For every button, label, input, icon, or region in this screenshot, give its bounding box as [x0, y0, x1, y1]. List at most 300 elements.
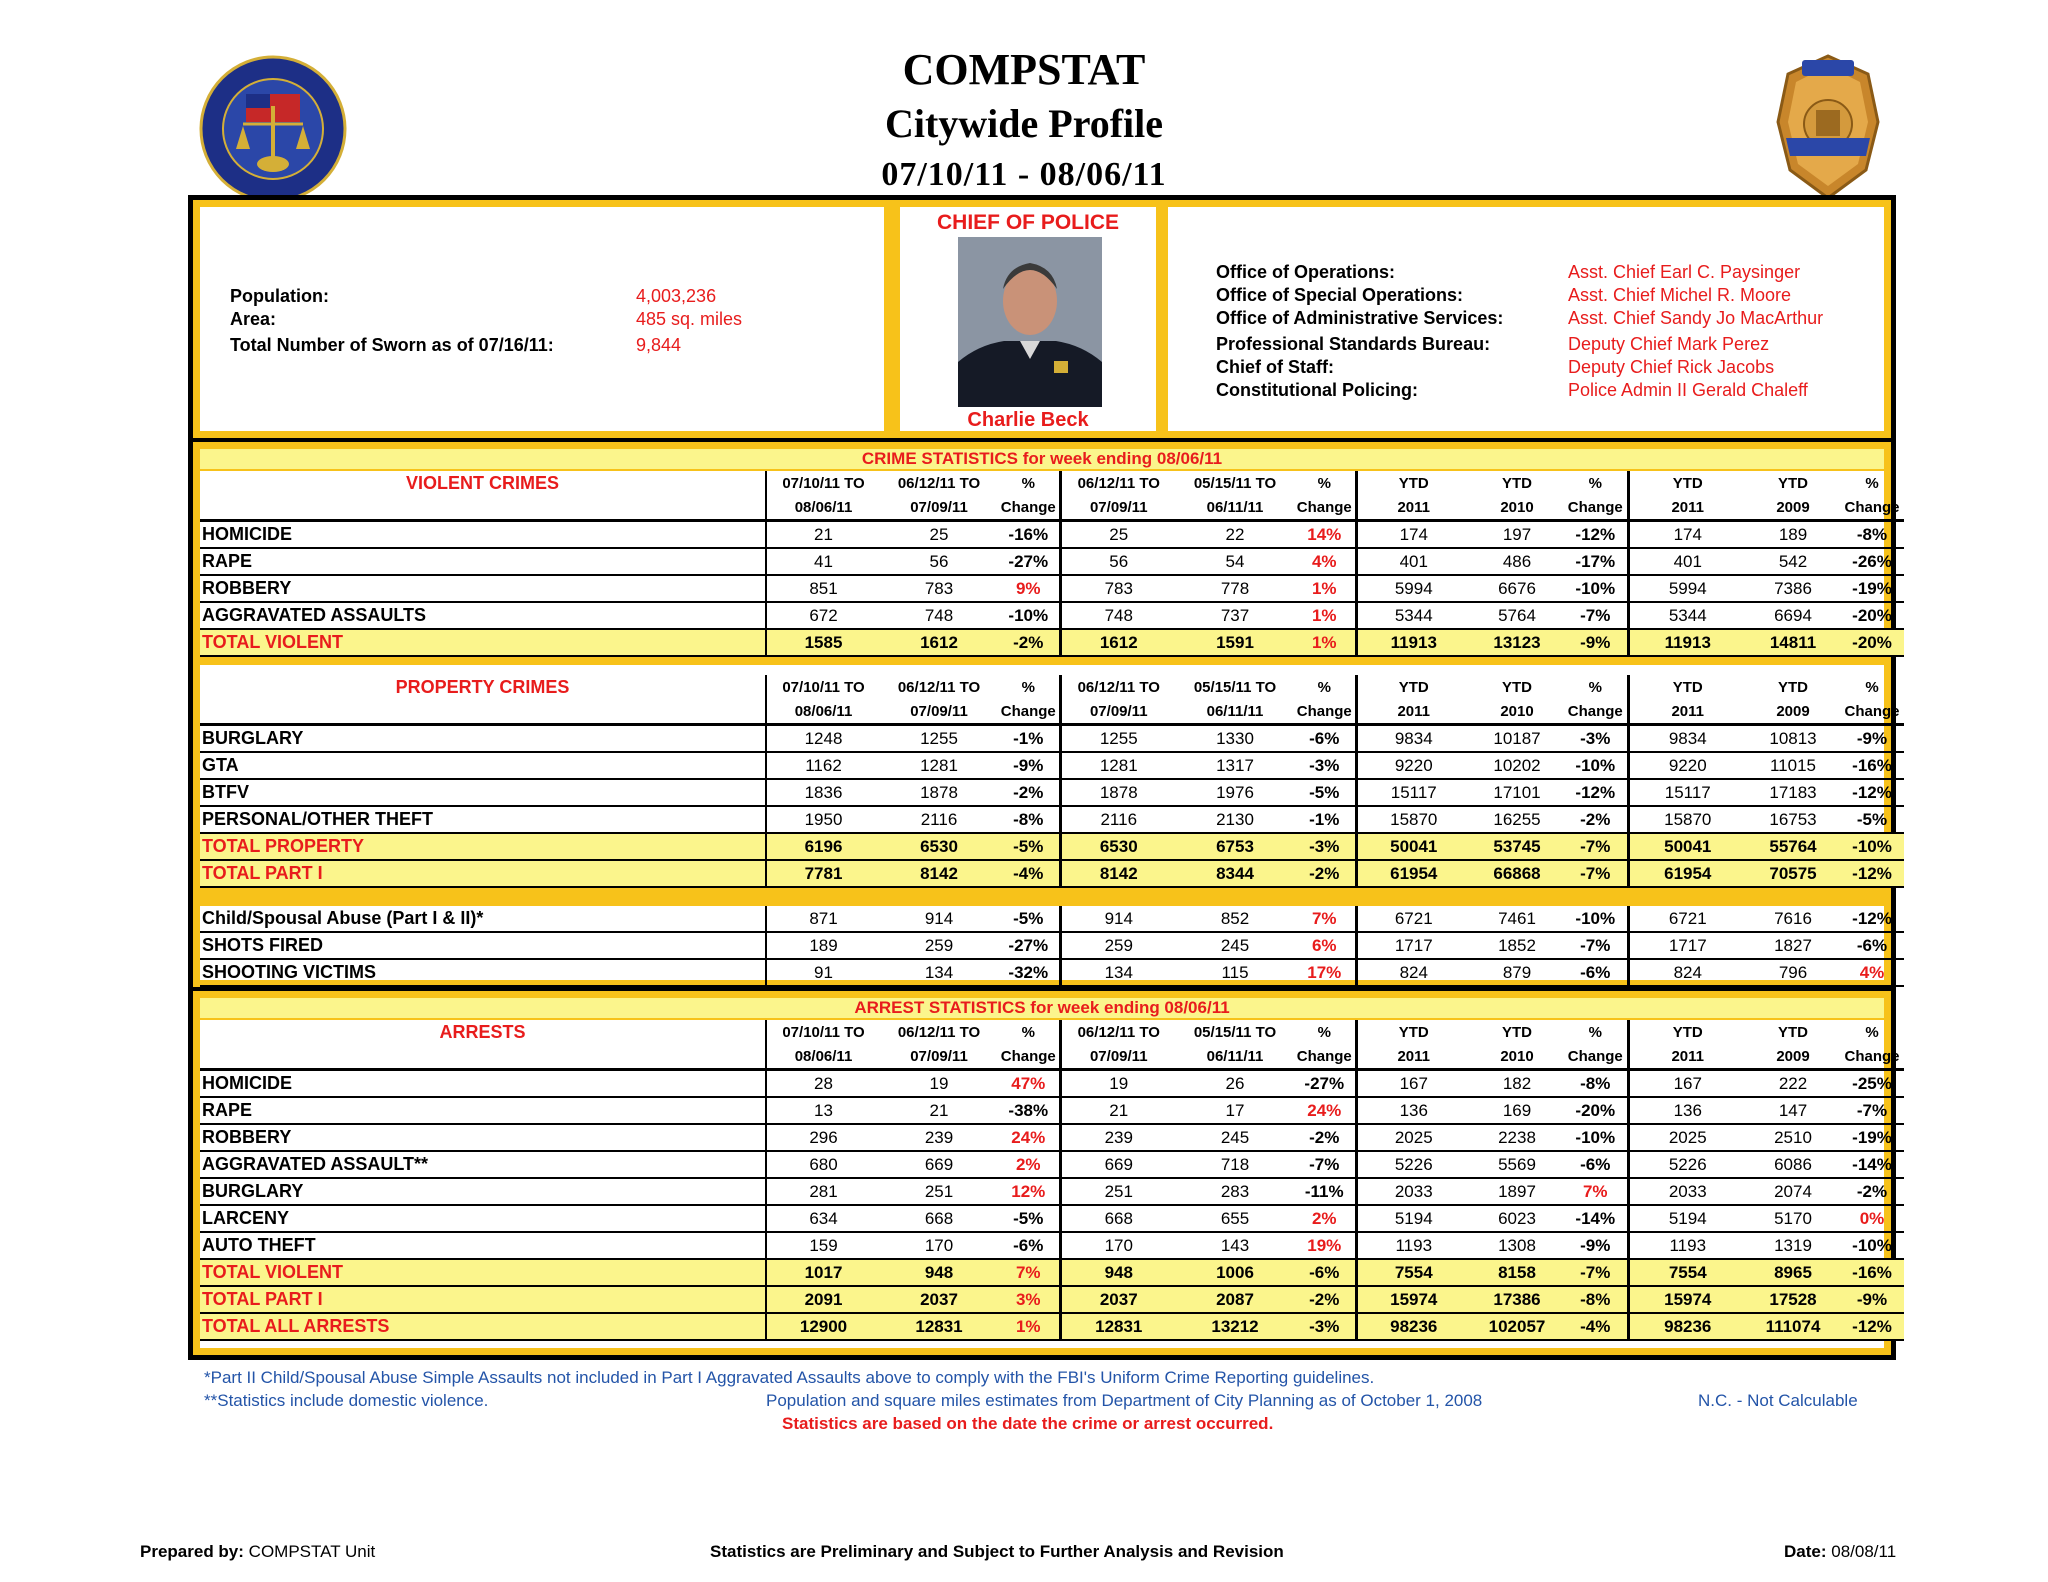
- value-cell: 259: [1060, 932, 1176, 959]
- pct-change-cell: 6%: [1294, 932, 1356, 959]
- col-header-bottom: Change: [1564, 699, 1628, 725]
- value-cell: 98236: [1628, 1313, 1746, 1340]
- value-cell: 1193: [1628, 1232, 1746, 1259]
- sworn-label: Total Number of Sworn as of 07/16/11:: [230, 335, 554, 355]
- value-cell: 134: [1060, 959, 1176, 986]
- date-label: Date: [1784, 1542, 1821, 1561]
- pct-change-cell: -19%: [1840, 575, 1904, 602]
- col-header-top: YTD: [1398, 1023, 1429, 1041]
- value-cell: 259: [880, 932, 998, 959]
- pct-change-cell: -7%: [1564, 602, 1628, 629]
- table-row: [200, 860, 1904, 887]
- value-cell: 748: [1060, 602, 1176, 629]
- office-policing-label: Constitutional Policing:: [1216, 380, 1418, 400]
- pct-change-cell: -12%: [1840, 860, 1904, 887]
- pct-change-cell: -7%: [1840, 1097, 1904, 1124]
- table-row: [200, 575, 1904, 602]
- value-cell: 170: [1060, 1232, 1176, 1259]
- office-admin-label: Office of Administrative Services:: [1216, 308, 1504, 328]
- table-row: [200, 1286, 1904, 1313]
- col-header-top: YTD: [1502, 474, 1532, 492]
- note-part2: *Part II Child/Spousal Abuse Simple Assaults not included in Part I Aggravated Assaults above to comply with the FBI's Uniform Crime Reporting guidelines.: [204, 1368, 1375, 1387]
- value-cell: 6753: [1176, 833, 1294, 860]
- value-cell: 15870: [1356, 806, 1470, 833]
- col-header-bottom: Change: [1294, 495, 1356, 521]
- population-label: Population:: [230, 286, 329, 306]
- table-row: [200, 548, 1904, 575]
- value-cell: 1836: [766, 779, 880, 806]
- value-cell: 5569: [1470, 1151, 1564, 1178]
- value-cell: 9220: [1628, 752, 1746, 779]
- value-cell: 91: [766, 959, 880, 986]
- pct-change-cell: -17%: [1564, 548, 1628, 575]
- col-header-bottom: 08/06/11: [766, 699, 880, 725]
- col-header-bottom: 07/09/11: [880, 495, 998, 521]
- row-label: AGGRAVATED ASSAULT**: [200, 1151, 766, 1178]
- col-header-bottom: 07/09/11: [1060, 699, 1176, 725]
- value-cell: 5194: [1628, 1205, 1746, 1232]
- value-cell: 17: [1176, 1097, 1294, 1124]
- value-cell: 6676: [1470, 575, 1564, 602]
- value-cell: 1248: [766, 725, 880, 753]
- table-row: [200, 806, 1904, 833]
- col-header-top: YTD: [1672, 1023, 1703, 1041]
- value-cell: 1717: [1628, 932, 1746, 959]
- pct-change-cell: -3%: [1564, 725, 1628, 753]
- pct-change-cell: -7%: [1564, 860, 1628, 887]
- pct-change-cell: -9%: [998, 752, 1060, 779]
- pct-change-cell: -10%: [1564, 752, 1628, 779]
- value-cell: 9834: [1628, 725, 1746, 753]
- row-label: Child/Spousal Abuse (Part I & II)*: [200, 906, 766, 932]
- col-header-top: 06/12/11 TO: [897, 474, 981, 492]
- table-row: [200, 1205, 1904, 1232]
- pct-change-cell: 2%: [1294, 1205, 1356, 1232]
- pct-change-cell: -32%: [998, 959, 1060, 986]
- value-cell: 542: [1746, 548, 1840, 575]
- value-cell: 737: [1176, 602, 1294, 629]
- value-cell: 2074: [1746, 1178, 1840, 1205]
- pct-change-cell: -10%: [998, 602, 1060, 629]
- value-cell: 169: [1470, 1097, 1564, 1124]
- value-cell: 281: [766, 1178, 880, 1205]
- value-cell: 1585: [766, 629, 880, 656]
- value-cell: 197: [1470, 521, 1564, 549]
- date-range: 07/10/11 - 08/06/11: [881, 156, 1167, 193]
- table-row: [200, 779, 1904, 806]
- prepared-label: Prepared by:: [140, 1542, 244, 1561]
- report-date: Date: 08/08/11: [1784, 1542, 1897, 1561]
- value-cell: 5344: [1628, 602, 1746, 629]
- col-header-bottom: Change: [1294, 699, 1356, 725]
- col-header-bottom: 06/11/11: [1176, 699, 1294, 725]
- pct-change-cell: -6%: [1564, 1151, 1628, 1178]
- value-cell: 5764: [1470, 602, 1564, 629]
- value-cell: 1976: [1176, 779, 1294, 806]
- office-staff-value: Deputy Chief Rick Jacobs: [1568, 357, 1775, 377]
- lapd-seal-logo: [198, 54, 348, 204]
- table-row: [200, 833, 1904, 860]
- value-cell: 1612: [880, 629, 998, 656]
- col-header-top: YTD: [1502, 678, 1532, 696]
- arrest-banner: ARREST STATISTICS for week ending 08/06/11: [200, 998, 1884, 1018]
- col-header-top: 06/12/11 TO: [1077, 1023, 1160, 1041]
- value-cell: 56: [1060, 548, 1176, 575]
- value-cell: 1717: [1356, 932, 1470, 959]
- value-cell: 2087: [1176, 1286, 1294, 1313]
- value-cell: 28: [766, 1070, 880, 1098]
- value-cell: 1591: [1176, 629, 1294, 656]
- col-header-bottom: 2011: [1356, 495, 1470, 521]
- table-row: [200, 1232, 1904, 1259]
- pct-change-cell: -25%: [1840, 1070, 1904, 1098]
- pct-change-cell: -2%: [998, 779, 1060, 806]
- date-value: 08/08/11: [1831, 1542, 1897, 1561]
- value-cell: 251: [1060, 1178, 1176, 1205]
- value-cell: 8142: [1060, 860, 1176, 887]
- value-cell: 174: [1356, 521, 1470, 549]
- value-cell: 669: [880, 1151, 998, 1178]
- pct-change-cell: -3%: [1294, 1313, 1356, 1340]
- pct-change-cell: 4%: [1294, 548, 1356, 575]
- value-cell: 668: [1060, 1205, 1176, 1232]
- col-header-top: YTD: [1778, 474, 1808, 492]
- pct-change-cell: -5%: [1294, 779, 1356, 806]
- value-cell: 10187: [1470, 725, 1564, 753]
- pct-change-cell: -20%: [1840, 629, 1904, 656]
- value-cell: 147: [1746, 1097, 1840, 1124]
- pct-change-cell: 4%: [1840, 959, 1904, 986]
- row-label: TOTAL PART I: [200, 1286, 766, 1313]
- value-cell: 53745: [1470, 833, 1564, 860]
- value-cell: 7461: [1470, 906, 1564, 932]
- col-header-bottom: Change: [998, 1044, 1060, 1070]
- value-cell: 5226: [1356, 1151, 1470, 1178]
- value-cell: 8158: [1470, 1259, 1564, 1286]
- value-cell: 174: [1628, 521, 1746, 549]
- col-header-top: 07/10/11 TO: [782, 678, 865, 696]
- value-cell: 1612: [1060, 629, 1176, 656]
- value-cell: 748: [880, 602, 998, 629]
- value-cell: 718: [1176, 1151, 1294, 1178]
- value-cell: 2238: [1470, 1124, 1564, 1151]
- col-header-top: 06/12/11 TO: [897, 678, 981, 696]
- pct-change-cell: -6%: [1564, 959, 1628, 986]
- value-cell: 12900: [766, 1313, 880, 1340]
- pct-change-cell: -6%: [1840, 932, 1904, 959]
- value-cell: 12831: [1060, 1313, 1176, 1340]
- pct-change-cell: 47%: [998, 1070, 1060, 1098]
- section-title: PROPERTY CRIMES: [200, 675, 766, 699]
- value-cell: 6530: [1060, 833, 1176, 860]
- pct-change-cell: -8%: [1840, 521, 1904, 549]
- col-header-top: 05/15/11 TO: [1193, 678, 1277, 696]
- value-cell: 1317: [1176, 752, 1294, 779]
- value-cell: 245: [1176, 1124, 1294, 1151]
- value-cell: 17101: [1470, 779, 1564, 806]
- pct-change-cell: -2%: [1294, 860, 1356, 887]
- value-cell: 170: [880, 1232, 998, 1259]
- value-cell: 668: [880, 1205, 998, 1232]
- table-row: [200, 906, 1904, 932]
- pct-change-cell: -2%: [1294, 1124, 1356, 1151]
- col-header-top: %: [1564, 675, 1628, 699]
- value-cell: 5994: [1356, 575, 1470, 602]
- arrests-table: [200, 1020, 1904, 1341]
- value-cell: 21: [1060, 1097, 1176, 1124]
- value-cell: 5194: [1356, 1205, 1470, 1232]
- col-header-top: YTD: [1398, 474, 1429, 492]
- value-cell: 655: [1176, 1205, 1294, 1232]
- value-cell: 98236: [1356, 1313, 1470, 1340]
- col-header-top: %: [998, 1020, 1060, 1044]
- col-header-bottom: 2010: [1470, 1044, 1564, 1070]
- value-cell: 401: [1628, 548, 1746, 575]
- value-cell: 134: [880, 959, 998, 986]
- report-frame: [188, 195, 1900, 1360]
- pct-change-cell: -27%: [1294, 1070, 1356, 1098]
- col-header-top: %: [1294, 1020, 1356, 1044]
- note-population-source: Population and square miles estimates from Department of City Planning as of October 1, 2008: [766, 1391, 1483, 1410]
- table-row: [200, 932, 1904, 959]
- value-cell: 11913: [1628, 629, 1746, 656]
- pct-change-cell: -10%: [1840, 833, 1904, 860]
- col-header-top: 06/12/11 TO: [1077, 678, 1160, 696]
- row-label: ROBBERY: [200, 1124, 766, 1151]
- area-label: Area:: [230, 309, 277, 329]
- pct-change-cell: 7%: [1564, 1178, 1628, 1205]
- col-header-top: YTD: [1778, 678, 1808, 696]
- offices-panel: [1168, 207, 1884, 431]
- col-header-top: YTD: [1502, 1023, 1532, 1041]
- table-row: [200, 725, 1904, 753]
- table-row: [200, 1070, 1904, 1098]
- other-stats-table: [200, 906, 1904, 987]
- col-header-top: %: [998, 471, 1060, 495]
- property-crimes-table: [200, 675, 1904, 888]
- value-cell: 15974: [1356, 1286, 1470, 1313]
- value-cell: 56: [880, 548, 998, 575]
- pct-change-cell: -10%: [1564, 906, 1628, 932]
- pct-change-cell: -16%: [1840, 1259, 1904, 1286]
- pct-change-cell: -12%: [1564, 521, 1628, 549]
- row-label: TOTAL VIOLENT: [200, 1259, 766, 1286]
- value-cell: 1255: [880, 725, 998, 753]
- col-header-top: YTD: [1778, 1023, 1808, 1041]
- value-cell: 851: [766, 575, 880, 602]
- value-cell: 2130: [1176, 806, 1294, 833]
- pct-change-cell: -8%: [1564, 1286, 1628, 1313]
- col-header-bottom: Change: [1840, 495, 1904, 521]
- chief-name: Charlie Beck: [967, 409, 1089, 431]
- col-header-top: %: [1865, 1023, 1879, 1041]
- value-cell: 182: [1470, 1070, 1564, 1098]
- value-cell: 7781: [766, 860, 880, 887]
- value-cell: 6694: [1746, 602, 1840, 629]
- value-cell: 222: [1746, 1070, 1840, 1098]
- crime-banner: CRIME STATISTICS for week ending 08/06/11: [200, 449, 1884, 469]
- value-cell: 8344: [1176, 860, 1294, 887]
- chief-photo: [958, 237, 1102, 407]
- row-label: PERSONAL/OTHER THEFT: [200, 806, 766, 833]
- value-cell: 486: [1470, 548, 1564, 575]
- table-row: [200, 1151, 1904, 1178]
- page-subtitle: Citywide Profile: [884, 101, 1164, 146]
- pct-change-cell: 24%: [998, 1124, 1060, 1151]
- pct-change-cell: 1%: [1294, 629, 1356, 656]
- value-cell: 15870: [1628, 806, 1746, 833]
- value-cell: 1017: [766, 1259, 880, 1286]
- row-label: TOTAL PROPERTY: [200, 833, 766, 860]
- pct-change-cell: -2%: [1840, 1178, 1904, 1205]
- row-label: ROBBERY: [200, 575, 766, 602]
- col-header-bottom: 2010: [1470, 699, 1564, 725]
- col-header-bottom: 2009: [1746, 495, 1840, 521]
- value-cell: 2091: [766, 1286, 880, 1313]
- pct-change-cell: -6%: [1294, 1259, 1356, 1286]
- row-label: RAPE: [200, 548, 766, 575]
- value-cell: 1162: [766, 752, 880, 779]
- value-cell: 111074: [1746, 1313, 1840, 1340]
- value-cell: 6023: [1470, 1205, 1564, 1232]
- office-admin-value: Asst. Chief Sandy Jo MacArthur: [1568, 308, 1824, 328]
- row-label: TOTAL PART I: [200, 860, 766, 887]
- col-header-top: %: [1564, 1020, 1628, 1044]
- row-label: BTFV: [200, 779, 766, 806]
- pct-change-cell: -12%: [1840, 906, 1904, 932]
- col-header-bottom: 2009: [1746, 1044, 1840, 1070]
- value-cell: 9220: [1356, 752, 1470, 779]
- value-cell: 15117: [1356, 779, 1470, 806]
- pct-change-cell: -2%: [1294, 1286, 1356, 1313]
- value-cell: 8965: [1746, 1259, 1840, 1286]
- pct-change-cell: -2%: [998, 629, 1060, 656]
- value-cell: 239: [880, 1124, 998, 1151]
- col-header-top: %: [1865, 474, 1879, 492]
- value-cell: 13212: [1176, 1313, 1294, 1340]
- value-cell: 948: [880, 1259, 998, 1286]
- office-special-value: Asst. Chief Michel R. Moore: [1568, 285, 1792, 305]
- value-cell: 5226: [1628, 1151, 1746, 1178]
- value-cell: 6721: [1356, 906, 1470, 932]
- value-cell: 1281: [880, 752, 998, 779]
- col-header-bottom: 08/06/11: [766, 495, 880, 521]
- pct-change-cell: -14%: [1564, 1205, 1628, 1232]
- footer-disclaimer: Statistics are Preliminary and Subject to Further Analysis and Revision: [710, 1542, 1284, 1561]
- value-cell: 41: [766, 548, 880, 575]
- pct-change-cell: -20%: [1564, 1097, 1628, 1124]
- pct-change-cell: -19%: [1840, 1124, 1904, 1151]
- col-header-top: 05/15/11 TO: [1193, 474, 1277, 492]
- value-cell: 5170: [1746, 1205, 1840, 1232]
- pct-change-cell: -4%: [998, 860, 1060, 887]
- value-cell: 672: [766, 602, 880, 629]
- value-cell: 1255: [1060, 725, 1176, 753]
- area-value: 485 sq. miles: [636, 309, 743, 329]
- note-domestic: **Statistics include domestic violence.: [204, 1391, 489, 1410]
- note-date-basis: Statistics are based on the date the crime or arrest occurred.: [782, 1414, 1274, 1433]
- value-cell: 296: [766, 1124, 880, 1151]
- pct-change-cell: 7%: [1294, 906, 1356, 932]
- pct-change-cell: -27%: [998, 548, 1060, 575]
- table-row: [200, 602, 1904, 629]
- col-header-top: YTD: [1672, 678, 1703, 696]
- col-header-bottom: 07/09/11: [880, 699, 998, 725]
- profile-left-panel: [200, 207, 884, 431]
- value-cell: 1852: [1470, 932, 1564, 959]
- office-standards-value: Deputy Chief Mark Perez: [1568, 334, 1770, 354]
- value-cell: 824: [1356, 959, 1470, 986]
- value-cell: 1281: [1060, 752, 1176, 779]
- value-cell: 401: [1356, 548, 1470, 575]
- value-cell: 914: [880, 906, 998, 932]
- col-header-bottom: 06/11/11: [1176, 1044, 1294, 1070]
- col-header-top: %: [1865, 678, 1879, 696]
- row-label: SHOOTING VICTIMS: [200, 959, 766, 986]
- row-label: BURGLARY: [200, 1178, 766, 1205]
- value-cell: 26: [1176, 1070, 1294, 1098]
- value-cell: 6086: [1746, 1151, 1840, 1178]
- pct-change-cell: -5%: [998, 906, 1060, 932]
- col-header-top: %: [1294, 675, 1356, 699]
- prepared-by: [140, 1542, 375, 1562]
- value-cell: 871: [766, 906, 880, 932]
- value-cell: 2033: [1356, 1178, 1470, 1205]
- value-cell: 2037: [880, 1286, 998, 1313]
- table-row: [200, 1313, 1904, 1340]
- pct-change-cell: -4%: [1564, 1313, 1628, 1340]
- sworn-value: 9,844: [636, 335, 682, 355]
- value-cell: 16753: [1746, 806, 1840, 833]
- pct-change-cell: -38%: [998, 1097, 1060, 1124]
- row-label: LARCENY: [200, 1205, 766, 1232]
- office-special-label: Office of Special Operations:: [1216, 285, 1464, 305]
- value-cell: 50041: [1356, 833, 1470, 860]
- pct-change-cell: 1%: [1294, 575, 1356, 602]
- value-cell: 7386: [1746, 575, 1840, 602]
- col-header-top: %: [1564, 471, 1628, 495]
- value-cell: 7554: [1628, 1259, 1746, 1286]
- section-title-spacer: [200, 699, 766, 725]
- value-cell: 1950: [766, 806, 880, 833]
- table-row: [200, 752, 1904, 779]
- row-label: SHOTS FIRED: [200, 932, 766, 959]
- value-cell: 2025: [1356, 1124, 1470, 1151]
- col-header-bottom: Change: [1564, 1044, 1628, 1070]
- pct-change-cell: -8%: [1564, 1070, 1628, 1098]
- value-cell: 7554: [1356, 1259, 1470, 1286]
- value-cell: 1193: [1356, 1232, 1470, 1259]
- pct-change-cell: -7%: [1564, 1259, 1628, 1286]
- office-operations-label: Office of Operations:: [1216, 262, 1396, 282]
- col-header-bottom: 07/09/11: [1060, 495, 1176, 521]
- col-header-bottom: Change: [1294, 1044, 1356, 1070]
- value-cell: 167: [1628, 1070, 1746, 1098]
- value-cell: 879: [1470, 959, 1564, 986]
- value-cell: 5344: [1356, 602, 1470, 629]
- value-cell: 2037: [1060, 1286, 1176, 1313]
- pct-change-cell: -6%: [1294, 725, 1356, 753]
- value-cell: 50041: [1628, 833, 1746, 860]
- value-cell: 2510: [1746, 1124, 1840, 1151]
- value-cell: 8142: [880, 860, 998, 887]
- value-cell: 1308: [1470, 1232, 1564, 1259]
- value-cell: 136: [1628, 1097, 1746, 1124]
- section-title: VIOLENT CRIMES: [200, 471, 766, 495]
- value-cell: 852: [1176, 906, 1294, 932]
- pct-change-cell: -9%: [1840, 1286, 1904, 1313]
- prepared-value: COMPSTAT Unit: [248, 1542, 376, 1561]
